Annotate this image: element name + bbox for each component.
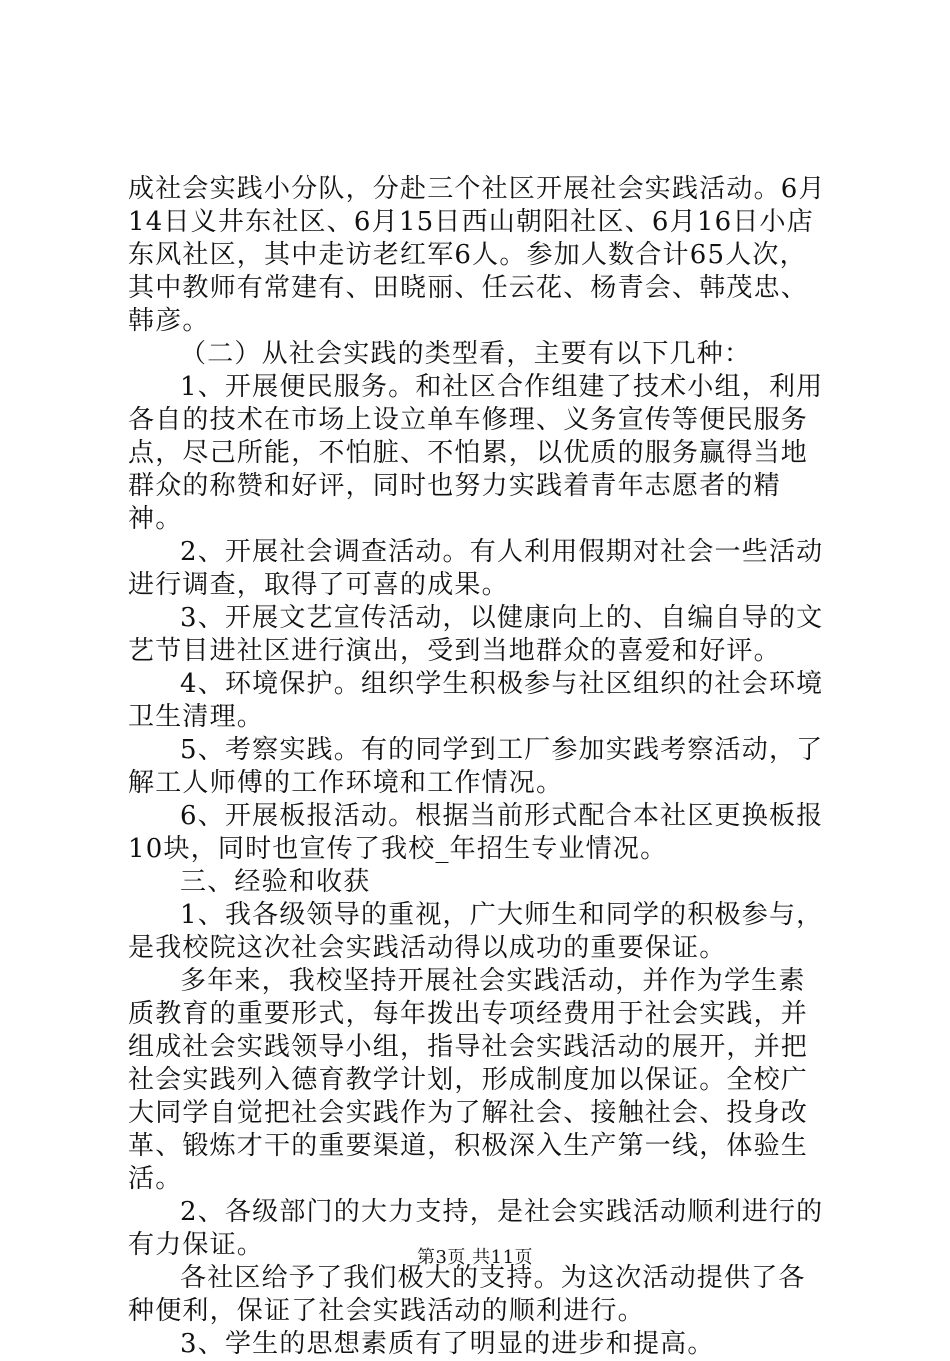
paragraph: 1、开展便民服务。和社区合作组建了技术小组，利用各自的技术在市场上设立单车修理、义务宣传等便民服务点，尽己所能，不怕脏、不怕累，以优质的服务赢得当地群众的称赞和好评，同时也努力实践着青年志愿者的精神。 [128, 372, 824, 534]
page-number: 第3页 共11页 [416, 1247, 534, 1268]
paragraph: 2、开展社会调查活动。有人利用假期对社会一些活动进行调查，取得了可喜的成果。 [128, 537, 824, 600]
paragraph: 成社会实践小分队，分赴三个社区开展社会实践活动。6月14日义井东社区、6月15日西山朝阳社区、6月16日小店东风社区，其中走访老红军6人。参加人数合计65人次，其中教师有常建有、田晓丽、任云花、杨青会、韩茂忠、韩彦。 [128, 174, 826, 336]
section-heading: （二）从社会实践的类型看，主要有以下几种： [180, 339, 752, 369]
section-heading: 三、经验和收获 [180, 867, 371, 897]
paragraph: 6、开展板报活动。根据当前形式配合本社区更换板报10块，同时也宣传了我校_年招生专业情况。 [128, 801, 824, 864]
document-body [128, 173, 828, 1361]
paragraph: 3、学生的思想素质有了明显的进步和提高。 [180, 1329, 715, 1359]
paragraph: 多年来，我校坚持开展社会实践活动，并作为学生素质教育的重要形式，每年拨出专项经费用于社会实践，并组成社会实践领导小组，指导社会实践活动的展开，并把社会实践列入德育教学计划，形成制度加以保证。全校广大同学自觉把社会实践作为了解社会、接触社会、投身改革、锻炼才干的重要渠道，积极深入生产第一线，体验生活。 [128, 966, 809, 1194]
paragraph: 4、环境保护。组织学生积极参与社区组织的社会环境卫生清理。 [128, 669, 824, 732]
paragraph: 5、考察实践。有的同学到工厂参加实践考察活动，了解工人师傅的工作环境和工作情况。 [128, 735, 824, 798]
paragraph: 各社区给予了我们极大的支持。为这次活动提供了各种便利，保证了社会实践活动的顺利进行。 [128, 1263, 806, 1326]
paragraph: 3、开展文艺宣传活动，以健康向上的、自编自导的文艺节目进社区进行演出，受到当地群众的喜爱和好评。 [128, 603, 824, 666]
paragraph: 2、各级部门的大力支持，是社会实践活动顺利进行的有力保证。 [128, 1197, 824, 1260]
paragraph: 1、我各级领导的重视，广大师生和同学的积极参与，是我校院这次社会实践活动得以成功的重要保证。 [128, 900, 824, 963]
